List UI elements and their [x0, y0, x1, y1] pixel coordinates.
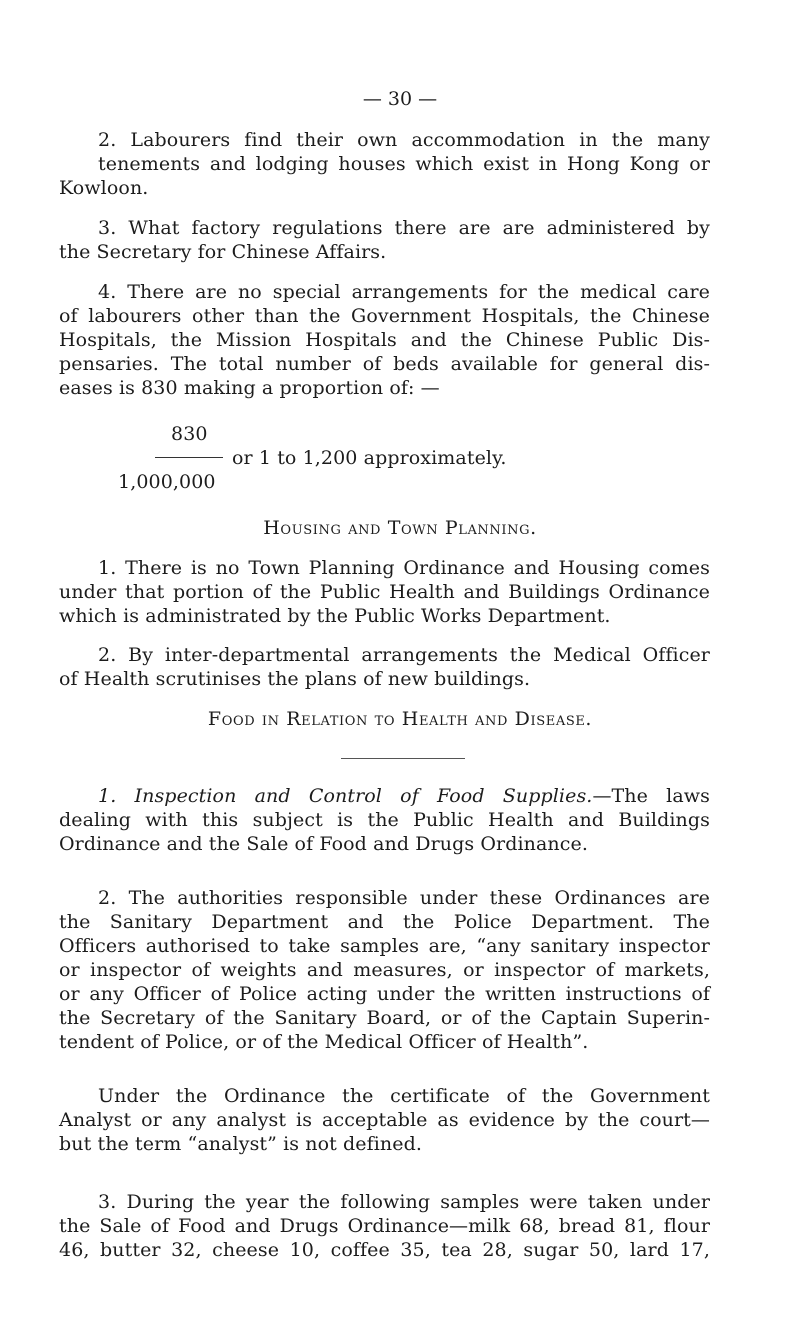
text-line: eases is 830 making a proportion of: — [59, 377, 440, 399]
section-divider [341, 758, 465, 759]
text-line: 4. There are no special arrangements for the medical care [98, 281, 710, 303]
text-line: the Secretary for Chinese Affairs. [59, 241, 387, 263]
text-line: Hospitals, the Mission Hospitals and the Chinese Public Dis- [59, 329, 710, 351]
text-line: under that portion of the Public Health and Buildings Ordinance [59, 581, 710, 603]
text-line: 2. Labourers find their own accommodation in the many [98, 129, 710, 151]
fraction-denominator: 1,000,000 [118, 471, 216, 493]
fraction-result: or 1 to 1,200 approximately. [232, 447, 507, 469]
text-line: the Secretary of the Sanitary Board, or of the Captain Superin- [59, 1007, 710, 1029]
fraction-bar [155, 457, 223, 458]
text-line: of Health scrutinises the plans of new buildings. [59, 668, 531, 690]
fraction-numerator: 830 [171, 423, 208, 445]
section-heading-housing: Housing and Town Planning. [263, 517, 537, 539]
text-line: Officers authorised to take samples are, “any sanitary inspector [59, 935, 710, 957]
text-line: pensaries. The total number of beds available for general dis- [59, 353, 710, 375]
text-line: 2. By inter-departmental arrangements the Medical Officer [98, 644, 710, 666]
text-line: the Sanitary Department and the Police Department. The [59, 911, 710, 933]
text-line: which is administrated by the Public Works Department. [59, 605, 611, 627]
text-line: or any Officer of Police acting under the written instructions of [59, 983, 710, 1005]
text-line: tenements and lodging houses which exist in Hong Kong or [98, 153, 710, 175]
page-number: — 30 — [362, 88, 438, 110]
text-line: Kowloon. [59, 177, 149, 199]
text-line: 46, butter 32, cheese 10, coffee 35, tea 28, sugar 50, lard 17, [59, 1239, 710, 1261]
text-line [98, 784, 710, 808]
text-line: 3. During the year the following samples were taken under [98, 1191, 710, 1213]
text-line: dealing with this subject is the Public Health and Buildings [59, 809, 710, 831]
text-line: tendent of Police, or of the Medical Officer of Health”. [59, 1031, 589, 1053]
text-line: Under the Ordinance the certificate of the Government [98, 1085, 710, 1107]
text-line: 2. The authorities responsible under these Ordinances are [98, 887, 710, 909]
text-line: but the term “analyst” is not defined. [59, 1133, 423, 1155]
subsection-title: 1. Inspection and Control of Food Supplies. [98, 785, 593, 807]
text-line: Ordinance and the Sale of Food and Drugs Ordinance. [59, 833, 588, 855]
text-line: of labourers other than the Government Hospitals, the Chinese [59, 305, 710, 327]
text-line: Analyst or any analyst is acceptable as evidence by the court— [59, 1109, 710, 1131]
text-line: 3. What factory regulations there are are administered by [98, 217, 710, 239]
section-heading-food: Food in Relation to Health and Disease. [207, 708, 593, 730]
text-fragment: —The laws [592, 785, 710, 807]
text-line: 1. There is no Town Planning Ordinance and Housing comes [98, 557, 710, 579]
text-line: or inspector of weights and measures, or inspector of markets, [59, 959, 710, 981]
text-line: the Sale of Food and Drugs Ordinance—milk 68, bread 81, flour [59, 1215, 710, 1237]
